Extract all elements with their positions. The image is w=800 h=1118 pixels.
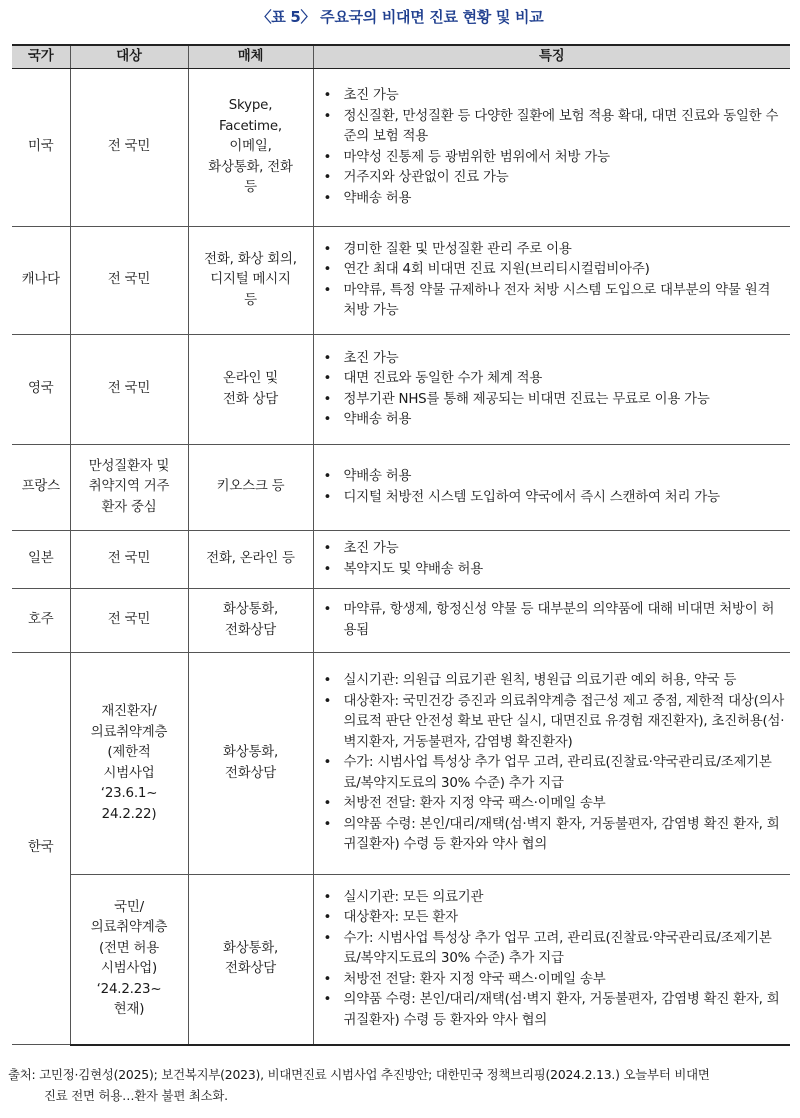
feature-item: • 의약품 수령: 본인/대리/재택(섬·벽지 환자, 거동불편자, 감염병 확진 환자, 희귀질환자) 수령 등 환자와 약사 협의 [322,815,787,856]
feature-item: • 대상환자: 모든 환자 [322,908,787,929]
media-line: 전화 상담 [223,391,278,407]
feature-item: • 처방전 전달: 환자 지정 약국 팩스·이메일 송부 [322,794,787,815]
feature-list [322,888,787,1032]
feature-item: • 대면 진료와 동일한 수가 체계 적용 [322,369,787,390]
media-line: Facetime, [219,118,282,134]
source-line: 출처: 고민정·김현성(2025); 보건복지부(2023), 비대면진료 시범사업 추진방안; 대한민국 정책브리핑(2024.2.13.) 오늘부터 비대면 [8,1067,710,1082]
header-features: 특징 [313,45,790,69]
feature-item: • 실시기관: 모든 의료기관 [322,888,787,909]
target-line: 24.2.22) [101,806,157,822]
target-cell [70,445,188,531]
feature-item: • 복약지도 및 약배송 허용 [322,560,787,581]
table-row-japan [12,531,790,589]
feature-item: • 연간 최대 4회 비대면 진료 지원(브리티시컬럼비아주) [322,260,787,281]
feature-item: • 거주지와 상관없이 진료 가능 [322,168,787,189]
feature-item: • 의약품 수령: 본인/대리/재택(섬·벽지 환자, 거동불편자, 감염병 확진 환자, 희귀질환자) 수령 등 환자와 약사 협의 [322,990,787,1031]
features-cell [313,875,790,1045]
country-cell: 일본 [12,531,70,589]
feature-item: • 디지털 처방전 시스템 도입하여 약국에서 즉시 스캔하여 처리 가능 [322,488,787,509]
feature-item: • 초진 가능 [322,349,787,370]
country-cell: 호주 [12,589,70,653]
feature-item: • 수가: 시범사업 특성상 추가 업무 고려, 관리료(진찰료·약국관리료/조제기본료/복약지도료의 30% 수준) 추가 지급 [322,929,787,970]
table-row-korea-phase1 [12,653,790,875]
target-line: (제한적 [107,745,151,760]
media-line: 전화, 화상 회의, [204,251,297,267]
target-line: 환자 중심 [101,499,157,515]
country-cell: 프랑스 [12,445,70,531]
media-line: 등 [244,292,257,308]
header-country: 국가 [12,45,70,69]
feature-item: • 경미한 질환 및 만성질환 관리 주로 이용 [322,240,787,261]
features-cell [313,653,790,875]
country-cell: 캐나다 [12,227,70,335]
media-cell: 키오스크 등 [188,445,313,531]
feature-item: • 마약류, 특정 약물 규제하나 전자 처방 시스템 도입으로 대부분의 약물 원격 처방 가능 [322,281,787,322]
table-row-france [12,445,790,531]
target-line: 만성질환자 및 [88,458,170,474]
target-line: 시범사업 [103,765,155,781]
media-cell [188,227,313,335]
features-cell [313,531,790,589]
table-row-australia [12,589,790,653]
target-line: ‘23.6.1~ [100,786,158,801]
target-cell [70,653,188,875]
feature-item: • 약배송 허용 [322,467,787,488]
media-line: 화상통화, 전화 [208,159,293,175]
country-cell: 한국 [12,653,70,1045]
media-line: 화상통화, [223,745,278,760]
media-cell: 전화, 온라인 등 [188,531,313,589]
country-cell: 미국 [12,69,70,227]
feature-item: • 약배송 허용 [322,410,787,431]
media-cell [188,653,313,875]
target-cell: 전 국민 [70,589,188,653]
media-line: 화상통화, [223,940,278,956]
media-line: 온라인 및 [223,371,278,386]
feature-list [322,467,787,508]
target-line: ‘24.2.23~ [96,981,162,997]
table-header-row [12,45,790,69]
feature-list [322,86,787,209]
table-caption: 〈표 5〉 주요국의 비대면 진료 현황 및 비교 [256,8,544,26]
target-line: 현재) [113,1002,145,1018]
target-cell: 전 국민 [70,69,188,227]
media-line: 등 [244,180,257,196]
feature-item: • 실시기관: 의원급 의료기관 원칙, 병원급 의료기관 예외 허용, 약국 등 [322,671,787,692]
media-line: 전화상담 [225,765,276,781]
features-cell [313,335,790,445]
feature-item: • 마약류, 항생제, 항정신성 약물 등 대부분의 의약품에 대해 비대면 처방이 허용됨 [322,600,787,641]
table-row-korea-phase2 [12,875,790,1045]
target-cell: 전 국민 [70,227,188,335]
target-cell: 전 국민 [70,531,188,589]
header-target: 대상 [70,45,188,69]
feature-item: • 정신질환, 만성질환 등 다양한 질환에 보험 적용 확대, 대면 진료와 동일한 수준의 보험 적용 [322,107,787,148]
features-cell [313,69,790,227]
target-line: 재진환자/ [101,704,157,719]
features-cell [313,445,790,531]
feature-list [322,349,787,431]
table-row-uk [12,335,790,445]
target-line: 의료취약계층 [90,724,168,740]
media-cell [188,875,313,1045]
table-row-canada [12,227,790,335]
media-line: Skype, [228,98,273,114]
table-row-usa [12,69,790,227]
media-line: 전화상담 [225,622,276,638]
media-line: 화상통화, [223,602,278,617]
target-cell: 전 국민 [70,335,188,445]
target-cell [70,875,188,1045]
media-cell [188,69,313,227]
features-cell [313,227,790,335]
feature-list [322,671,787,856]
features-cell [313,589,790,653]
comparison-table [12,44,790,1046]
target-line: (전면 허용 [98,940,160,956]
feature-item: • 약배송 허용 [322,189,787,210]
media-cell [188,589,313,653]
feature-item: • 수가: 시범사업 특성상 추가 업무 고려, 관리료(진찰료·약국관리료/조제기본료/복약지도료의 30% 수준) 추가 지급 [322,753,787,794]
target-line: 국민/ [114,899,144,915]
feature-item: • 정부기관 NHS를 통해 제공되는 비대면 진료는 무료로 이용 가능 [322,390,787,411]
target-line: 의료취약계층 [90,920,168,936]
header-media: 매체 [188,45,313,69]
media-cell [188,335,313,445]
target-line: 시범사업) [101,961,157,977]
feature-list [322,539,787,580]
feature-list [322,240,787,322]
media-line: 디지털 메시지 [210,272,291,288]
media-line: 이메일, [229,139,272,155]
feature-list [322,600,787,641]
feature-item: • 처방전 전달: 환자 지정 약국 팩스·이메일 송부 [322,970,787,991]
target-line: 취약지역 거주 [88,479,170,495]
feature-item: • 대상환자: 국민건강 증진과 의료취약계층 접근성 제고 중점, 제한적 대상(의사 의료적 판단 안전성 확보 판단 실시, 대면진료 유경험 재진환자), 초진허용(섬·벽지환자, 거동불편자, 감염병 확진환자) [322,692,787,754]
country-cell: 영국 [12,335,70,445]
media-line: 전화상담 [225,961,276,977]
feature-item: • 마약성 진통제 등 광범위한 범위에서 처방 가능 [322,148,787,169]
source-note [8,1064,788,1106]
feature-item: • 초진 가능 [322,539,787,560]
feature-item: • 초진 가능 [322,86,787,107]
source-line: 진료 전면 허용…환자 불편 최소화. [44,1088,228,1103]
